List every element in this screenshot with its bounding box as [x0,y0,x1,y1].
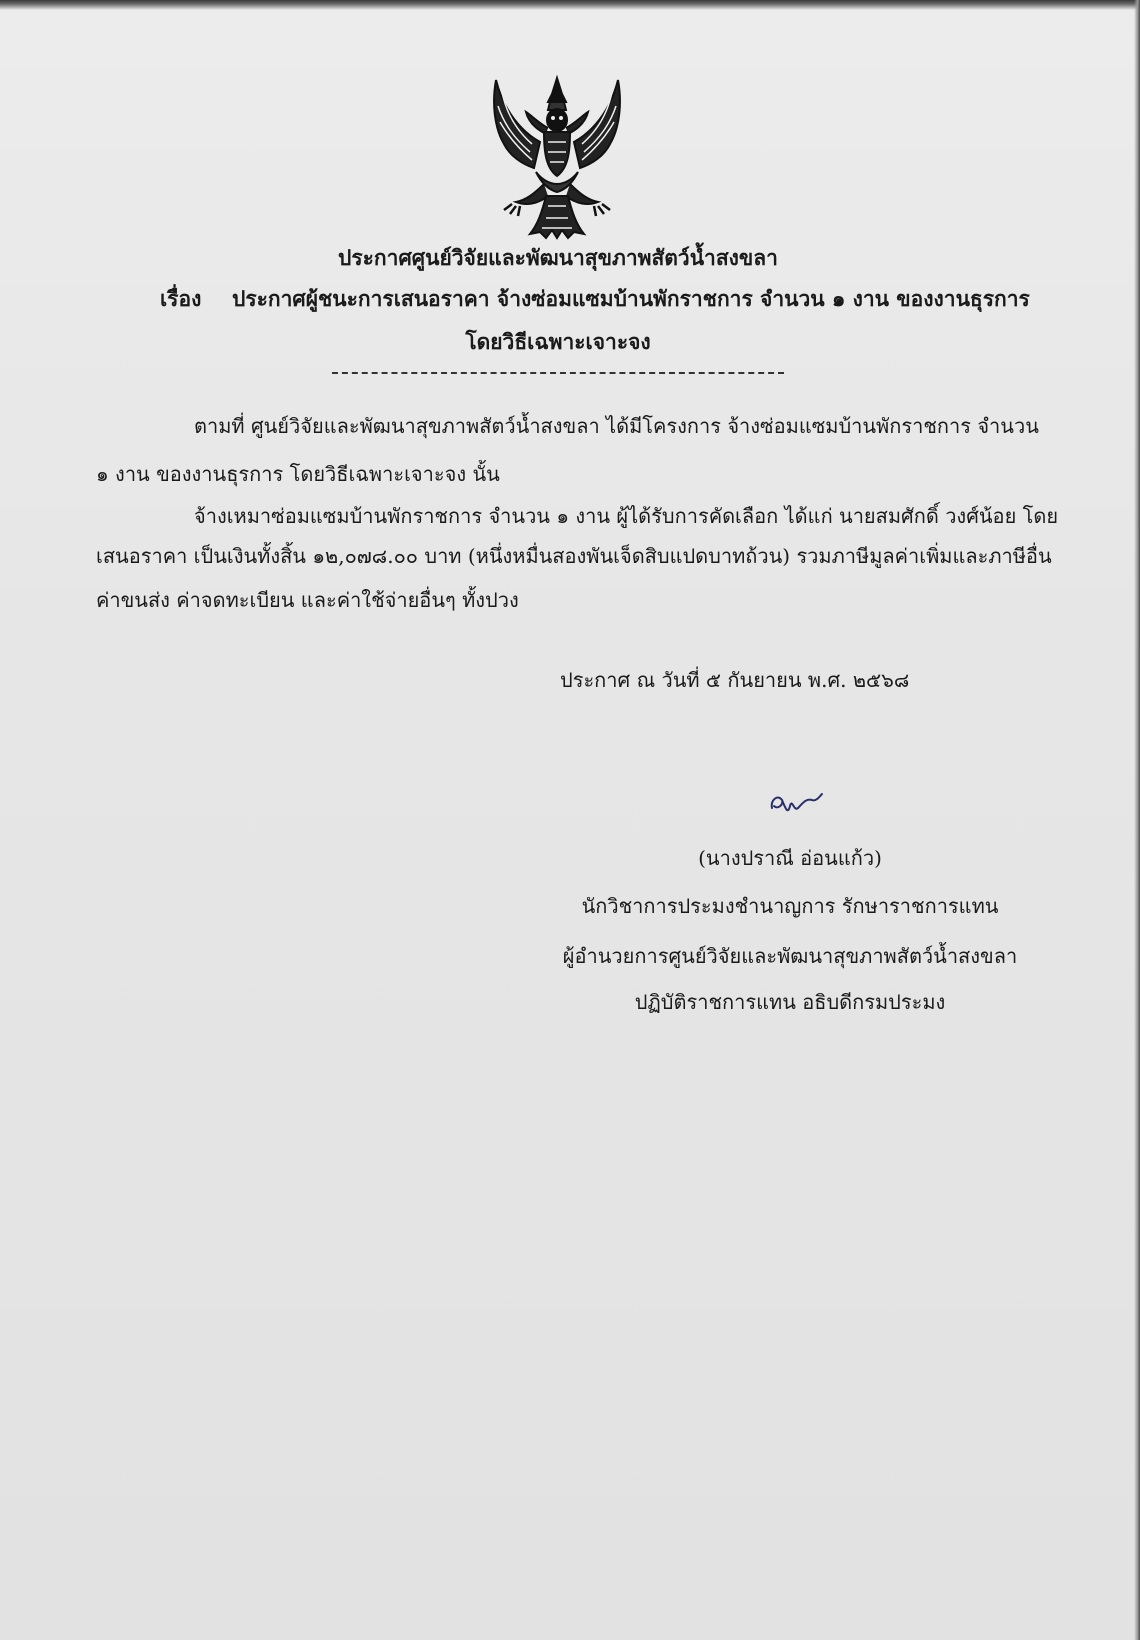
announcement-date: ประกาศ ณ วันที่ ๕ กันยายน พ.ศ. ๒๕๖๘ [560,668,910,692]
signatory-position-3: ปฏิบัติราชการแทน อธิบดีกรมประมง [634,990,946,1014]
paragraph2-line1: จ้างเหมาซ่อมแซมบ้านพักราชการ จำนวน ๑ งาน ผู้ได้รับการคัดเลือก ได้แก่ นายสมศักดิ์ วงศ์น้อย โดย [194,504,1059,528]
paragraph2-line2: เสนอราคา เป็นเงินทั้งสิ้น ๑๒,๐๗๘.๐๐ บาท (หนึ่งหมื่นสองพันเจ็ดสิบแปดบาทถ้วน) รวมภาษีมูลค่าเพิ่มและภาษีอื่น [96,544,1052,568]
subject-text-line2: โดยวิธีเฉพาะเจาะจง [465,329,651,354]
garuda-emblem-icon [482,72,632,240]
subject-label: เรื่อง [160,286,202,311]
scan-right-edge [1134,0,1140,1640]
signatory-position-1: นักวิชาการประมงชำนาญการ รักษาราชการแทน [581,894,999,918]
signatory-position-2: ผู้อำนวยการศูนย์วิจัยและพัฒนาสุขภาพสัตว์น้ำสงขลา [562,944,1018,968]
scan-top-edge [0,0,1140,10]
signatory-name: (นางปราณี อ่อนแก้ว) [698,846,882,870]
separator-line [332,372,784,374]
paragraph1-line1: ตามที่ ศูนย์วิจัยและพัฒนาสุขภาพสัตว์น้ำสงขลา ได้มีโครงการ จ้างซ่อมแซมบ้านพักราชการ จำนวน [194,414,1039,438]
subject-text: ประกาศผู้ชนะการเสนอราคา จ้างซ่อมแซมบ้านพักราชการ จำนวน ๑ งาน ของงานธุรการ [232,286,1030,311]
signature-mark [766,786,826,820]
subject-row [160,283,1030,313]
paragraph1-line2: ๑ งาน ของงานธุรการ โดยวิธีเฉพาะเจาะจง นั้น [96,462,500,486]
document-title: ประกาศศูนย์วิจัยและพัฒนาสุขภาพสัตว์น้ำสงขลา [338,245,778,270]
paragraph2-line3: ค่าขนส่ง ค่าจดทะเบียน และค่าใช้จ่ายอื่นๆ ทั้งปวง [96,588,519,612]
